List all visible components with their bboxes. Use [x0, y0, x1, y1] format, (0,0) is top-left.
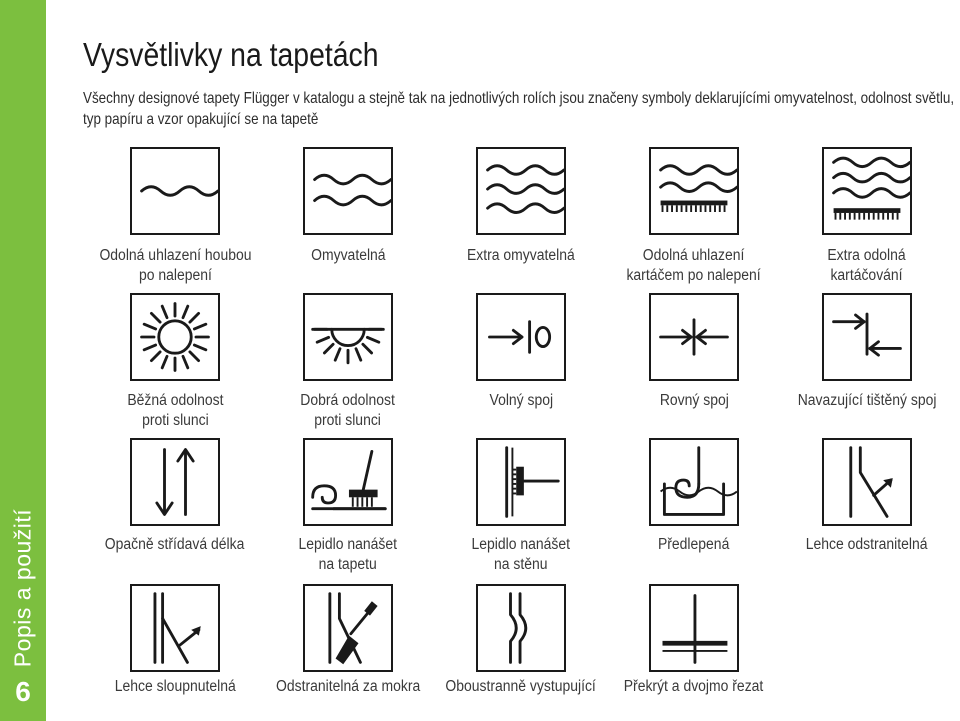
extra-scrubbable-icon: [822, 147, 912, 235]
symbol-label: [421, 246, 621, 266]
symbol-label-text: Extra odolná kartáčování: [827, 247, 907, 284]
symbol-label-text: Odstranitelná za mokra: [275, 678, 421, 695]
symbol-label: [767, 391, 960, 411]
symbol-label: [75, 391, 275, 431]
sun-full-icon: [130, 293, 220, 381]
symbol-label-text: Překrýt a dvojmo řezat: [624, 678, 764, 695]
embossed-icon: [476, 584, 566, 672]
symbol-label-text: Dobrá odolnost proti slunci: [300, 392, 396, 429]
symbol-label: [421, 391, 621, 411]
symbol-label-text: Odolná uhlazení houbou po nalepení: [98, 247, 252, 284]
symbol-label-text: Opačně střídavá délka: [105, 536, 245, 553]
double-cut-icon: [649, 584, 739, 672]
symbol-label-text: Odolná uhlazení kartáčem po nalepení: [626, 247, 762, 284]
wet-removable-icon: [303, 584, 393, 672]
page-title: Vysvětlivky na tapetách: [83, 36, 379, 73]
page-number: 6: [15, 676, 31, 707]
symbol-label-text: Oboustranně vystupující: [445, 678, 597, 695]
sponge-wipe-icon: [130, 147, 220, 235]
peelable-icon: [130, 584, 220, 672]
section-label: Popis a použití: [9, 508, 36, 668]
intro-text: Všechny designové tapety Flügger v katalogu a stejně tak na jednotlivých rolích jsou značeny symboly deklarujícími omyvatelnost, odolnost světlu, typ papíru a vzor opakující se na tapetě: [83, 90, 955, 128]
symbol-label-text: Lehce odstranitelná: [806, 536, 928, 553]
free-match-icon: [476, 293, 566, 381]
symbol-label-text: Lepidlo nanášet na stěnu: [471, 536, 571, 573]
symbol-label-text: Omyvatelná: [310, 247, 386, 264]
paste-paper-icon: [303, 438, 393, 526]
symbol-label: [594, 391, 794, 411]
sidebar: [0, 0, 46, 721]
prepasted-icon: [649, 438, 739, 526]
symbol-label: [767, 535, 960, 555]
symbol-label: [767, 246, 960, 286]
symbol-label: [248, 535, 448, 575]
sun-half-icon: [303, 293, 393, 381]
strippable-icon: [822, 438, 912, 526]
symbol-label: [594, 677, 794, 697]
symbol-label-text: Lehce sloupnutelná: [114, 678, 236, 695]
extra-washable-icon: [476, 147, 566, 235]
symbol-label: [75, 535, 275, 555]
symbol-label: [248, 677, 448, 697]
symbol-label: [421, 677, 621, 697]
symbol-label-text: Předlepená: [658, 536, 730, 553]
symbol-label: [594, 246, 794, 286]
offset-match-icon: [822, 293, 912, 381]
symbol-label: [75, 677, 275, 697]
symbol-label: [594, 535, 794, 555]
symbol-label-text: Extra omyvatelná: [467, 247, 575, 264]
symbol-label-text: Navazující tištěný spoj: [797, 392, 937, 409]
symbol-label-text: Rovný spoj: [659, 392, 729, 409]
symbol-label-text: Volný spoj: [489, 392, 553, 409]
reverse-hanging-icon: [130, 438, 220, 526]
symbol-label: [248, 391, 448, 431]
symbol-label-text: Běžná odolnost proti slunci: [126, 392, 224, 429]
washable-icon: [303, 147, 393, 235]
symbol-label-text: Lepidlo nanášet na tapetu: [298, 536, 398, 573]
symbol-label: [421, 535, 621, 575]
symbol-label: [248, 246, 448, 266]
brush-wipe-icon: [649, 147, 739, 235]
symbol-label: [75, 246, 275, 286]
straight-match-icon: [649, 293, 739, 381]
paste-wall-icon: [476, 438, 566, 526]
